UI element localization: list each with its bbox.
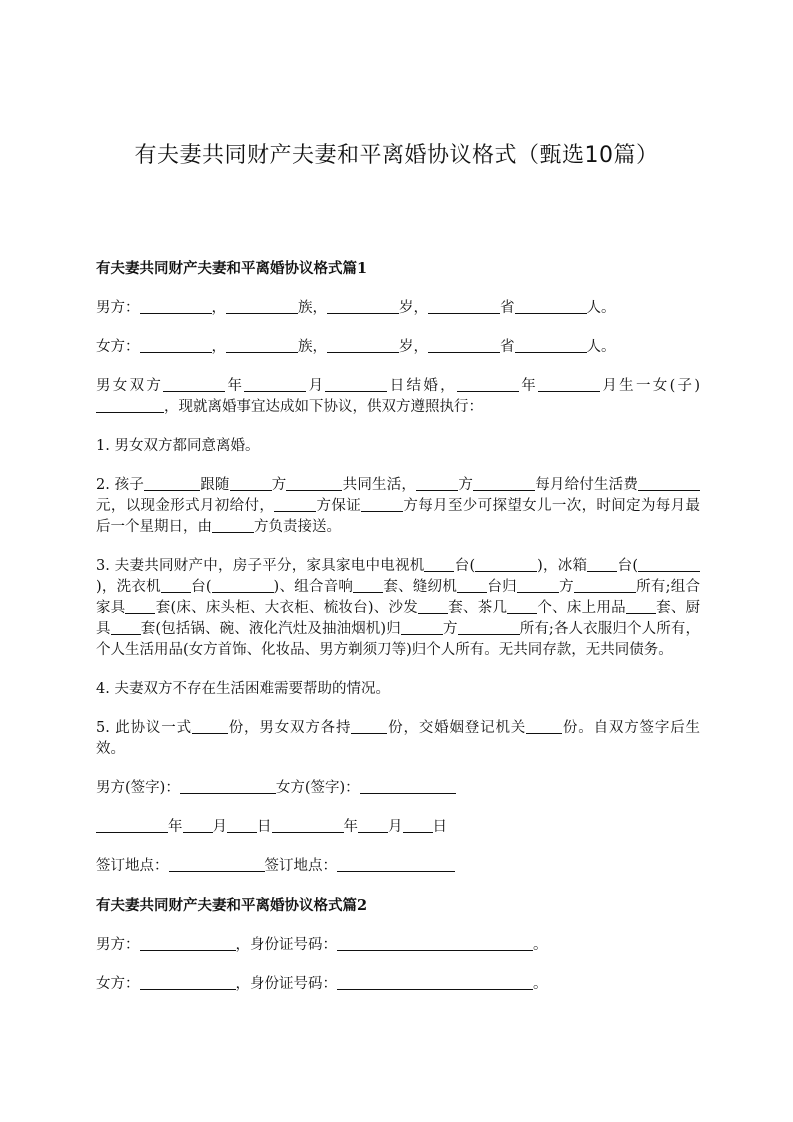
document-body: [96, 258, 700, 1013]
blank-field: [327, 337, 399, 353]
blank-field: [161, 577, 191, 593]
blank-field: [416, 475, 458, 491]
blank-field: [286, 475, 342, 491]
blank-field: [418, 598, 448, 614]
section-heading-2: 有夫妻共同财产夫妻和平离婚协议格式篇2: [96, 897, 368, 914]
woman-signature-field: [360, 778, 456, 794]
blank-field: [96, 817, 168, 833]
document-title: 有夫妻共同财产夫妻和平离婚协议格式（甄选10篇）: [134, 143, 659, 168]
blank-field: [244, 376, 306, 392]
blank-field: [163, 376, 225, 392]
blank-field: [183, 817, 213, 833]
blank-field: [587, 556, 617, 572]
blank-field: [401, 619, 443, 635]
blank-field: [424, 556, 454, 572]
blank-field: [226, 337, 298, 353]
id-number-field: [337, 935, 533, 951]
blank-field: [144, 475, 200, 491]
place-line: 签订地点： 签订地点：: [96, 856, 700, 877]
blank-field: [638, 556, 700, 572]
blank-field: [325, 376, 387, 392]
signature-line: 男方(签字)： 女方(签字)：: [96, 778, 700, 799]
blank-field: [227, 817, 257, 833]
blank-field: [140, 337, 212, 353]
blank-field: [515, 298, 587, 314]
item-2: 2. 孩子 跟随 方 共同生活， 方 每月给付生活费元，以现金形式月初给付， 方保证 方每月至少可探望女儿一次，时间定为每月最后一个星期日，由 方负责接送。: [96, 477, 701, 535]
blank-field: [473, 475, 535, 491]
blank-field: [192, 718, 228, 734]
blank-field: [515, 337, 587, 353]
blank-field: [457, 376, 519, 392]
blank-field: [358, 817, 388, 833]
blank-field: [626, 598, 656, 614]
blank-field: [638, 475, 700, 491]
woman-id-line: 女方： ，身份证号码： 。: [96, 976, 548, 992]
blank-field: [272, 817, 344, 833]
blank-field: [517, 577, 559, 593]
blank-field: [327, 298, 399, 314]
blank-field: [574, 577, 636, 593]
blank-field: [226, 298, 298, 314]
blank-field: [140, 974, 236, 990]
item-1: 1. 男女双方都同意离婚。: [96, 438, 260, 454]
blank-field: [140, 298, 212, 314]
blank-field: [361, 496, 403, 512]
blank-field: [111, 619, 141, 635]
blank-field: [475, 556, 537, 572]
place-field: [337, 856, 455, 872]
blank-field: [140, 935, 236, 951]
id-number-field: [337, 974, 533, 990]
man-signature-field: [180, 778, 276, 794]
blank-field: [538, 376, 600, 392]
blank-field: [403, 817, 433, 833]
blank-field: [526, 718, 562, 734]
item-4: 4. 夫妻双方不存在生活困难需要帮助的情况。: [96, 681, 390, 697]
man-info-line: 男方： ， 族， 岁， 省 人。: [96, 300, 616, 316]
blank-field: [428, 337, 500, 353]
blank-field: [351, 718, 387, 734]
blank-field: [274, 496, 316, 512]
blank-field: [230, 475, 272, 491]
woman-info-line: 女方： ， 族， 岁， 省 人。: [96, 339, 616, 355]
blank-field: [125, 598, 155, 614]
item-3: 3. 夫妻共同财产中，房子平分，家具家电中电视机 台( )，冰箱 台()，洗衣机 台( )、组合音响 套、缝纫机 台归 方 所有;组合家具 套(床、床头柜、大衣柜、梳妆台)、沙发 套、茶几 个、床上用品 套、厨具 套(包括锅、碗、液化汽灶及抽油烟机)归 方 所有;各人衣服归个人所有，个人生活用品(女方首饰、化妆品、男方剃须刀等)归个人所有。无共同存款，无共同债务。: [96, 558, 701, 658]
blank-field: [212, 577, 274, 593]
blank-field: [96, 397, 164, 413]
blank-field: [353, 577, 383, 593]
place-field: [169, 856, 265, 872]
blank-field: [212, 517, 254, 533]
marriage-paragraph: 男女双方 年 月 日结婚， 年 月生一女(子)，现就离婚事宜达成如下协议，供双方遵照执行：: [96, 378, 701, 415]
item-5: 5. 此协议一式 份，男女双方各持 份，交婚姻登记机关 份。自双方签字后生效。: [96, 720, 701, 757]
blank-field: [428, 298, 500, 314]
man-id-line: 男方： ，身份证号码： 。: [96, 937, 548, 953]
blank-field: [507, 598, 537, 614]
date-line: 年 月 日 年 月 日: [96, 817, 700, 838]
blank-field: [458, 619, 520, 635]
section-heading-1: 有夫妻共同财产夫妻和平离婚协议格式篇1: [96, 260, 368, 277]
blank-field: [457, 577, 487, 593]
